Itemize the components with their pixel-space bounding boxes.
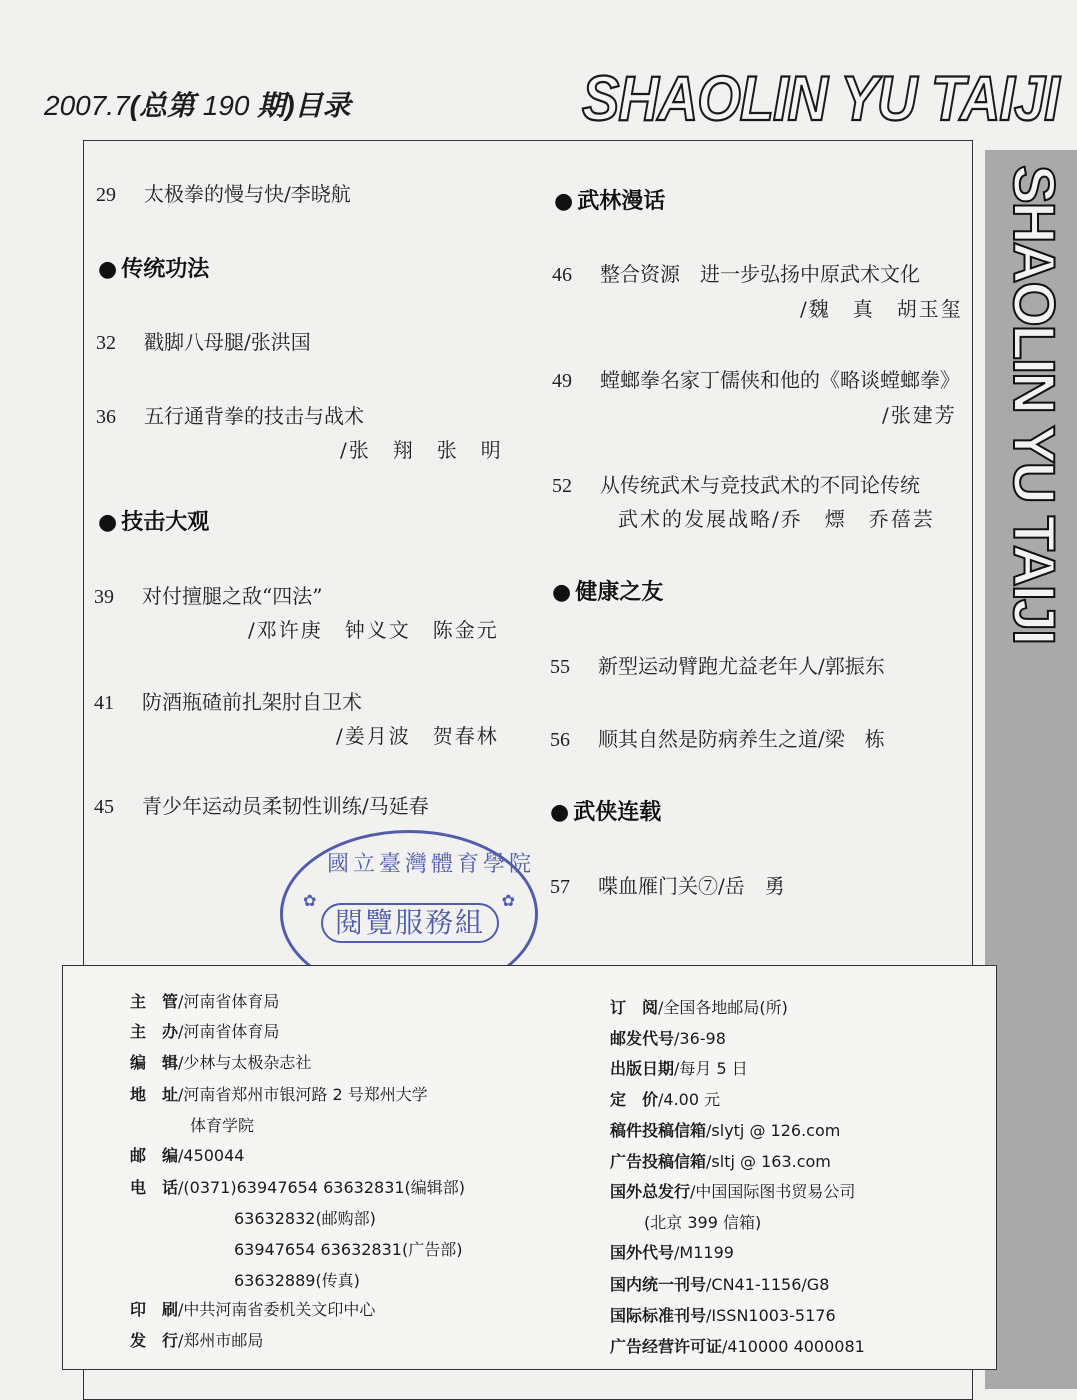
issue-open: ( (129, 90, 139, 121)
info-label: 电 话 (130, 1178, 179, 1197)
info-label: 地 址 (130, 1085, 179, 1104)
article-title: 青少年运动员柔韧性训练/马延春 (142, 794, 429, 818)
article-author: 武术的发展战略/乔 熛 乔蓓芸 (618, 507, 935, 531)
info-value: /slytj @ 126.com (706, 1121, 841, 1140)
article-author: /魏 真 胡玉玺 (800, 297, 963, 321)
info-label: 邮 编 (130, 1146, 179, 1165)
toc-item[interactable] (552, 469, 920, 498)
info-label: 定 价 (610, 1090, 659, 1109)
issue-header (44, 84, 351, 124)
section-title: 武侠连载 (573, 800, 662, 825)
issue-label-suffix: 期 (257, 90, 286, 121)
info-row (610, 1240, 734, 1263)
info-value: /M1199 (674, 1243, 734, 1262)
info-value: /ISSN1003-5176 (706, 1306, 836, 1325)
info-row (130, 1143, 244, 1166)
section-title: 传统功法 (121, 257, 210, 282)
toc-item[interactable] (94, 686, 362, 715)
info-row (234, 1206, 376, 1229)
info-row (130, 1019, 279, 1042)
info-value: /河南省体育局 (178, 992, 280, 1011)
info-row (234, 1268, 360, 1291)
page-number: 36 (96, 406, 116, 428)
info-row (234, 1237, 462, 1260)
info-value: /郑州市邮局 (178, 1331, 264, 1350)
info-label: 广告经营许可证 (610, 1337, 723, 1356)
info-value: /全国各地邮局(所) (658, 998, 788, 1017)
toc-label: 目录 (294, 90, 351, 121)
article-title: 太极拳的慢与快/李晓航 (144, 182, 351, 206)
article-title: 五行通背拳的技击与战术 (144, 404, 364, 428)
section-heading: ● 技击大观 (98, 510, 210, 535)
info-row (610, 1026, 726, 1049)
info-row (610, 1118, 840, 1141)
page-number: 49 (552, 370, 572, 392)
section-heading: ● 武侠连载 (550, 800, 662, 825)
toc-item[interactable] (552, 258, 920, 287)
info-value: (北京 399 信箱) (644, 1213, 762, 1232)
article-title: 戳脚八母腿/张洪国 (144, 330, 311, 354)
section-title: 武林漫话 (577, 189, 666, 214)
info-value: 体育学院 (190, 1116, 255, 1135)
info-row (130, 1328, 263, 1351)
toc-item[interactable] (552, 364, 960, 393)
toc-item[interactable] (96, 326, 311, 355)
article-title: 顺其自然是防病养生之道/梁 栋 (598, 727, 885, 751)
page-number: 29 (96, 184, 116, 206)
article-title: 对付擅腿之敌“四法” (142, 584, 323, 608)
side-logo: SHAOLIN YU TAIJI (1001, 165, 1066, 644)
info-label: 主 办 (130, 1022, 179, 1041)
article-title: 防酒瓶碴前扎架肘自卫术 (142, 690, 362, 714)
info-label: 发 行 (130, 1331, 179, 1350)
info-row (130, 1175, 465, 1198)
page-number: 57 (550, 876, 570, 898)
info-row (610, 1087, 720, 1110)
info-row (610, 1334, 865, 1357)
section-title: 健康之友 (575, 580, 664, 605)
info-value: /少林与太极杂志社 (178, 1053, 312, 1072)
article-title: 新型运动臂跑尤益老年人/郭振东 (598, 654, 885, 678)
page-number: 52 (552, 475, 572, 497)
issue-close: ) (285, 90, 295, 121)
info-label: 国际标准刊号 (610, 1306, 707, 1325)
info-row (130, 1050, 311, 1073)
toc-item[interactable] (96, 400, 364, 429)
info-value: /中国国际图书贸易公司 (690, 1182, 856, 1201)
info-row (610, 1056, 748, 1079)
issue-label-prefix: 总第 (138, 90, 195, 121)
section-heading: ● 健康之友 (552, 580, 664, 605)
toc-item[interactable] (94, 580, 322, 609)
info-value: /450044 (178, 1146, 245, 1165)
section-heading: ● 武林漫话 (554, 189, 666, 214)
article-title: 整合资源 进一步弘扬中原武术文化 (600, 262, 920, 286)
brand-logo: SHAOLIN YU TAIJI (582, 63, 1059, 134)
stamp-center-text: 閱覽服務組 (321, 903, 499, 943)
article-author: /邓许庚 钟义文 陈金元 (248, 618, 499, 642)
info-label: 国内统一刊号 (610, 1275, 707, 1294)
page-number: 32 (96, 332, 116, 354)
issue-date: 2007.7 (44, 90, 130, 121)
info-value: /410000 4000081 (722, 1337, 865, 1356)
info-row (610, 995, 788, 1018)
article-title: 螳螂拳名家丁儒侠和他的《略谈螳螂拳》 (600, 368, 960, 392)
info-value: 63632889(传真) (234, 1271, 360, 1290)
info-value: /(0371)63947654 63632831(编辑部) (178, 1178, 466, 1197)
info-value: 63632832(邮购部) (234, 1209, 376, 1228)
page-number: 56 (550, 729, 570, 751)
flower-icon: ✿ (501, 891, 515, 910)
info-label: 国外总发行 (610, 1182, 691, 1201)
info-label: 广告投稿信箱 (610, 1152, 707, 1171)
info-label: 编 辑 (130, 1053, 179, 1072)
page-number: 41 (94, 692, 114, 714)
article-title: 从传统武术与竞技武术的不同论传统 (600, 473, 920, 497)
page-number: 45 (94, 796, 114, 818)
section-heading: ● 传统功法 (98, 257, 210, 282)
toc-item[interactable] (550, 723, 885, 752)
info-row (610, 1303, 836, 1326)
info-label: 稿件投稿信箱 (610, 1121, 707, 1140)
info-row (130, 1082, 428, 1105)
info-row (610, 1179, 855, 1202)
info-row (130, 1297, 375, 1320)
page-number: 55 (550, 656, 570, 678)
info-value: /每月 5 日 (674, 1059, 748, 1078)
article-title: 喋血雁门关⑦/岳 勇 (598, 874, 785, 898)
info-value: /CN41-1156/G8 (706, 1275, 830, 1294)
info-value: /河南省体育局 (178, 1022, 280, 1041)
info-row (130, 989, 279, 1012)
info-row (610, 1149, 831, 1172)
info-row (610, 1272, 829, 1295)
info-value: /sltj @ 163.com (706, 1152, 831, 1171)
stamp-top-text: 國立臺灣體育學院 (327, 852, 536, 877)
info-value: /36-98 (674, 1029, 726, 1048)
toc-item[interactable] (550, 650, 885, 679)
info-label: 订 阅 (610, 998, 659, 1017)
flower-icon: ✿ (303, 891, 317, 910)
info-label: 主 管 (130, 992, 179, 1011)
info-value: /4.00 元 (658, 1090, 721, 1109)
section-title: 技击大观 (121, 510, 210, 535)
info-value: /中共河南省委机关文印中心 (178, 1300, 376, 1319)
issue-number: 190 (202, 90, 250, 121)
article-author: /张建芳 (882, 403, 957, 427)
toc-item[interactable] (550, 870, 785, 899)
info-label: 邮发代号 (610, 1029, 675, 1048)
toc-item[interactable] (96, 178, 351, 207)
page-number: 39 (94, 586, 114, 608)
article-author: /张 翔 张 明 (340, 438, 503, 462)
info-row (644, 1210, 761, 1233)
toc-item[interactable] (94, 790, 429, 819)
info-label: 国外代号 (610, 1243, 675, 1262)
article-author: /姜月波 贺春林 (336, 724, 499, 748)
info-value: /河南省郑州市银河路 2 号郑州大学 (178, 1085, 428, 1104)
info-value: 63947654 63632831(广告部) (234, 1240, 463, 1259)
info-label: 出版日期 (610, 1059, 675, 1078)
page-number: 46 (552, 264, 572, 286)
info-row (190, 1113, 254, 1136)
info-label: 印 刷 (130, 1300, 179, 1319)
